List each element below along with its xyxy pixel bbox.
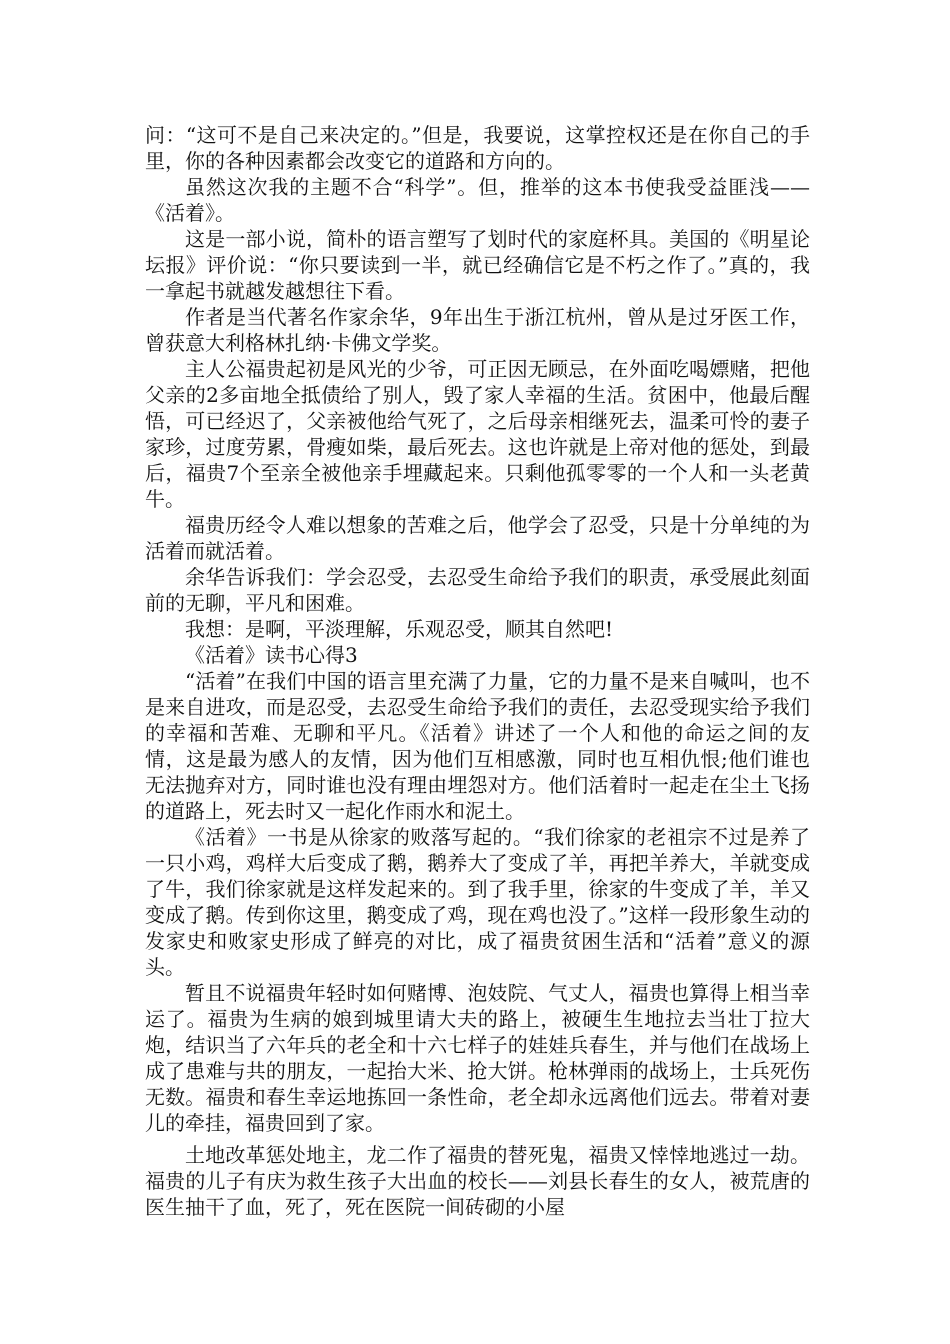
paragraph-11: 暂且不说福贵年轻时如何赌博、泡妓院、气丈人，福贵也算得上相当幸运了。福贵为生病的娘到城里请大夫的路上，被硬生生地拉去当壮丁拉大炮，结识当了六年兵的老全和十六七样子的娃娃兵春生，并与他们在战场上成了患难与共的朋友，一起抬大米、抢大饼。枪林弹雨的战场上，士兵死伤无数。福贵和春生幸运地拣回一条性命，老全却永远离他们远去。带着对妻儿的牵挂，福贵回到了家。 <box>145 981 810 1135</box>
document-body <box>145 122 810 1220</box>
paragraph-10: 《活着》一书是从徐家的败落写起的。“我们徐家的老祖宗不过是养了一只小鸡，鸡样大后变成了鹅，鹅养大了变成了羊，再把羊养大，羊就变成了牛，我们徐家就是这样发起来的。到了我手里，徐家的牛变成了羊，羊又变成了鹅。传到你这里，鹅变成了鸡，现在鸡也没了。”这样一段形象生动的发家史和败家史形成了鲜亮的对比，成了福贵贫困生活和“活着”意义的源头。 <box>145 825 810 979</box>
paragraph-3: 这是一部小说，简朴的语言塑写了划时代的家庭杯具。美国的《明星论坛报》评价说：“你只要读到一半，就已经确信它是不朽之作了。”真的，我一拿起书就越发越想往下看。 <box>145 227 810 303</box>
paragraph-7: 余华告诉我们：学会忍受，去忍受生命给予我们的职责，承受展此刻面前的无聊，平凡和困难。 <box>145 565 810 615</box>
paragraph-6: 福贵历经令人难以想象的苦难之后，他学会了忍受，只是十分单纯的为活着而就活着。 <box>145 513 810 563</box>
section-heading: 《活着》读书心得3 <box>185 643 358 667</box>
paragraph-5: 主人公福贵起初是风光的少爷，可正因无顾忌，在外面吃喝嫖赌，把他父亲的2多亩地全抵债给了别人，毁了家人幸福的生活。贫困中，他最后醒悟，可已经迟了，父亲被他给气死了，之后母亲相继死去，温柔可怜的妻子家珍，过度劳累，骨瘦如柴，最后死去。这也许就是上帝对他的惩处，到最后，福贵7个至亲全被他亲手埋藏起来。只剩他孤零零的一个人和一头老黄牛。 <box>145 357 810 511</box>
paragraph-9: “活着”在我们中国的语言里充满了力量，它的力量不是来自喊叫，也不是来自进攻，而是忍受，去忍受生命给予我们的责任，去忍受现实给予我们的幸福和苦难、无聊和平凡。《活着》讲述了一个人和他的命运之间的友情，这是最为感人的友情，因为他们互相感激，同时也互相仇恨;他们谁也无法抛弃对方，同时谁也没有理由埋怨对方。他们活着时一起走在尘土飞扬的道路上，死去时又一起化作雨水和泥土。 <box>145 669 810 823</box>
paragraph-12: 土地改革惩处地主，龙二作了福贵的替死鬼，福贵又悻悻地逃过一劫。福贵的儿子有庆为救生孩子大出血的校长——刘县长春生的女人，被荒唐的医生抽干了血，死了，死在医院一间砖砌的小屋 <box>145 1143 810 1219</box>
paragraph-2: 虽然这次我的主题不合“科学”。但，推举的这本书使我受益匪浅——《活着》。 <box>145 175 810 225</box>
paragraph-1: 问：“这可不是自己来决定的。”但是，我要说，这掌控权还是在你自己的手里，你的各种因素都会改变它的道路和方向的。 <box>145 123 810 173</box>
paragraph-8: 我想：是啊，平淡理解，乐观忍受，顺其自然吧! <box>185 617 614 641</box>
paragraph-4: 作者是当代著名作家余华，9年出生于浙江杭州，曾从是过牙医工作，曾获意大利格林扎纳·卡佛文学奖。 <box>145 305 810 355</box>
